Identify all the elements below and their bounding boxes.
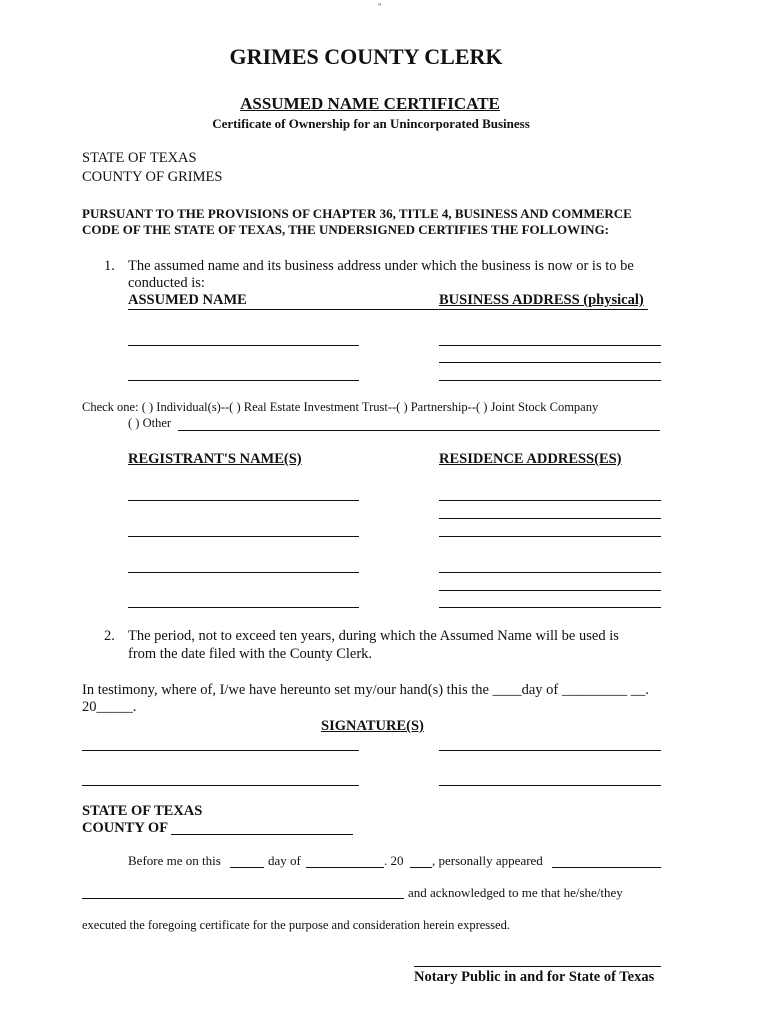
item-1-line-2: conducted is:: [128, 275, 205, 291]
month-field[interactable]: [306, 867, 384, 868]
before-me-text: Before me on this: [128, 853, 221, 868]
registrant-name-field[interactable]: [128, 572, 359, 573]
business-address-field[interactable]: [439, 345, 661, 346]
signature-field[interactable]: [82, 750, 359, 751]
page-title: GRIMES COUNTY CLERK: [229, 44, 503, 69]
scan-mark: ": [378, 2, 382, 11]
appeared-name-field[interactable]: [552, 867, 661, 868]
testimony-line-2[interactable]: 20_____.: [82, 699, 137, 715]
registrant-name-field[interactable]: [128, 607, 359, 608]
item-2-line-1: The period, not to exceed ten years, during which the Assumed Name will be used is: [128, 628, 619, 644]
registrant-name-field[interactable]: [128, 500, 359, 501]
signature-field[interactable]: [439, 750, 661, 751]
residence-address-field[interactable]: [439, 607, 661, 608]
other-field[interactable]: [178, 430, 660, 431]
business-address-field[interactable]: [439, 380, 661, 381]
business-address-field[interactable]: [439, 362, 661, 363]
personally-appeared-text: , personally appeared: [432, 853, 543, 868]
state-label: STATE OF TEXAS: [82, 150, 197, 166]
notary-signature-field[interactable]: [414, 966, 661, 967]
signatures-heading: SIGNATURE(S): [321, 718, 424, 734]
business-address-heading: BUSINESS ADDRESS (physical): [439, 292, 644, 308]
form-subtitle: Certificate of Ownership for an Unincorporated Business: [212, 116, 530, 131]
county-label: COUNTY OF GRIMES: [82, 169, 223, 185]
registrant-name-heading: REGISTRANT'S NAME(S): [128, 451, 302, 467]
signature-field[interactable]: [439, 785, 661, 786]
day-of-text: day of: [268, 853, 301, 868]
acknowledged-text: and acknowledged to me that he/she/they: [408, 885, 623, 900]
residence-address-field[interactable]: [439, 500, 661, 501]
item-1-number: 1.: [104, 258, 115, 274]
form-title: ASSUMED NAME CERTIFICATE: [240, 94, 500, 113]
acknowledging-party-field[interactable]: [82, 898, 404, 899]
pursuant-line-1: PURSUANT TO THE PROVISIONS OF CHAPTER 36, TITLE 4, BUSINESS AND COMMERCE: [82, 206, 632, 221]
item-2-line-2: from the date filed with the County Clerk.: [128, 646, 373, 662]
notary-county-label: COUNTY OF: [82, 820, 169, 836]
executed-text: executed the foregoing certificate for the purpose and consideration herein expressed.: [82, 918, 510, 932]
residence-address-heading: RESIDENCE ADDRESS(ES): [439, 451, 622, 467]
residence-address-field[interactable]: [439, 590, 661, 591]
notary-state-label: STATE OF TEXAS: [82, 803, 203, 819]
residence-address-field[interactable]: [439, 518, 661, 519]
residence-address-field[interactable]: [439, 572, 661, 573]
residence-address-field[interactable]: [439, 536, 661, 537]
year-field[interactable]: [410, 867, 432, 868]
entity-type-options[interactable]: Check one: ( ) Individual(s)--( ) Real Estate Investment Trust--( ) Partnership--( ) Joint Stock Company: [82, 400, 599, 414]
assumed-name-field[interactable]: [128, 380, 359, 381]
assumed-name-heading: ASSUMED NAME: [128, 292, 247, 308]
testimony-line-1[interactable]: In testimony, where of, I/we have hereunto set my/our hand(s) this the ____day of _________ __.: [82, 682, 649, 698]
item-1-line-1: The assumed name and its business address under which the business is now or is to be: [128, 258, 634, 274]
entity-type-other[interactable]: ( ) Other: [128, 416, 172, 430]
year-prefix-text: . 20: [384, 853, 404, 868]
notary-county-field[interactable]: [171, 834, 353, 835]
pursuant-line-2: CODE OF THE STATE OF TEXAS, THE UNDERSIGNED CERTIFIES THE FOLLOWING:: [82, 222, 610, 237]
notary-public-label: Notary Public in and for State of Texas: [414, 969, 655, 985]
signature-field[interactable]: [82, 785, 359, 786]
registrant-name-field[interactable]: [128, 536, 359, 537]
assumed-name-field[interactable]: [128, 345, 359, 346]
day-field[interactable]: [230, 867, 264, 868]
heading-underline: [128, 309, 648, 310]
item-2-number: 2.: [104, 628, 115, 644]
